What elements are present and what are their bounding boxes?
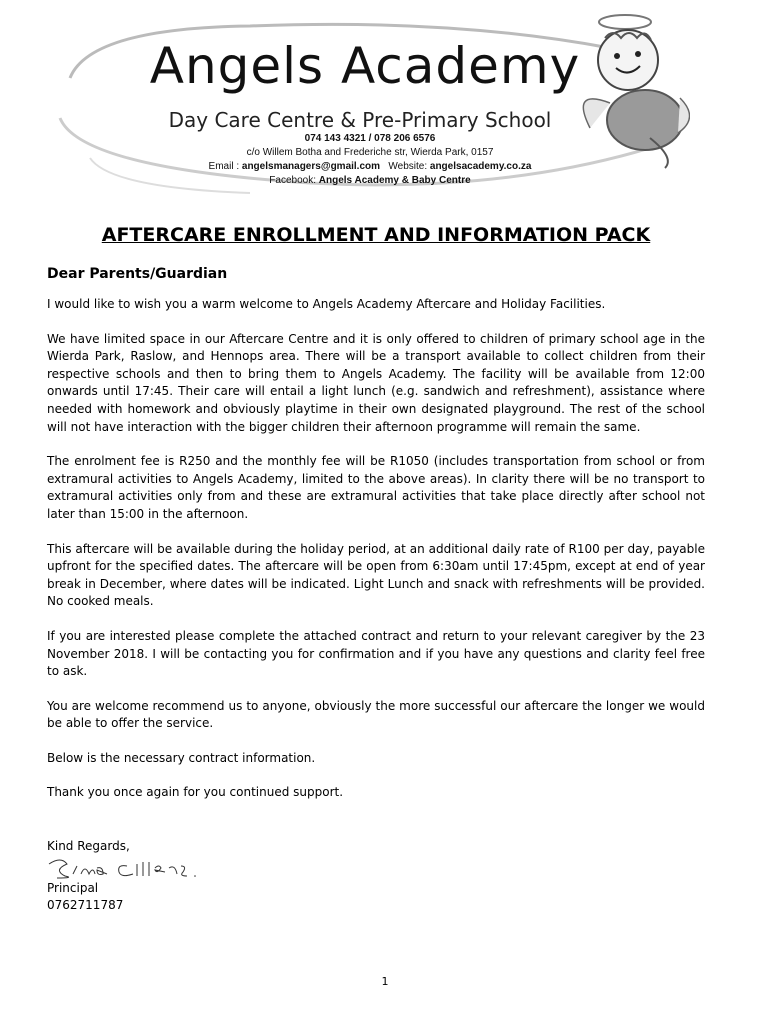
paragraph-fees: The enrolment fee is R250 and the monthly fee will be R1050 (includes transportation from school or from extramural activities to Angels Academy, limited to the above areas). In clarity there will be no transport to extramural activities only from and these are extramural activities that take place directly after school not later than 15:00 in the afternoon. xyxy=(47,454,705,521)
paragraph-contract-info: Below is the necessary contract information. xyxy=(47,750,316,765)
closing-block xyxy=(47,838,705,915)
academy-contact-line xyxy=(190,161,550,173)
paragraph-limited-space: We have limited space in our Aftercare Centre and it is only offered to children of primary school age in the Wierda Park, Raslow, and Hennops area. There will be a transport available to collect children from their respective schools and then to bring them to Angels Academy. The facility will be available from 12:00 onwards until 17:45. Their care will entail a light lunch (e.g. sandwich and refreshment), assistance where needed with homework and obviously playtime in their own designated playground. The rest of the school will not have interaction with the bigger children their afternoon programme will remain the same. xyxy=(47,331,705,434)
academy-website: angelsacademy.co.za xyxy=(429,161,532,172)
paragraph-recommend: You are welcome recommend us to anyone, obviously the more successful our aftercare the longer we would be able to offer the service. xyxy=(47,698,705,731)
document-title: AFTERCARE ENROLLMENT AND INFORMATION PACK xyxy=(101,224,651,246)
academy-phone-line xyxy=(190,133,550,145)
email-label: Email : xyxy=(208,161,240,172)
academy-name: Angels Academy xyxy=(149,37,581,95)
paragraph-thanks: Thank you once again for you continued support. xyxy=(47,785,344,800)
angel-mascot-icon xyxy=(583,15,689,168)
academy-facebook-line xyxy=(190,175,550,187)
signature xyxy=(47,858,227,880)
website-label: Website: xyxy=(388,161,428,172)
academy-phone: 074 143 4321 / 078 206 6576 xyxy=(304,133,436,144)
academy-facebook: Angels Academy & Baby Centre xyxy=(318,175,471,186)
academy-address: c/o Willem Botha and Frederiche str, Wierda Park, 0157 xyxy=(246,147,494,158)
salutation: Dear Parents/Guardian xyxy=(47,266,228,282)
paragraph-welcome: I would like to wish you a warm welcome to Angels Academy Aftercare and Holiday Facilities. xyxy=(47,297,606,311)
paragraph-contract: If you are interested please complete the attached contract and return to your relevant caregiver by the 23 November 2018. I will be contacting you for confirmation and if you have any questions and clarity feel free to ask. xyxy=(47,628,705,679)
academy-subtitle: Day Care Centre & Pre-Primary School xyxy=(168,108,552,132)
closing-regards: Kind Regards, xyxy=(47,839,130,854)
letterhead xyxy=(50,8,690,198)
page-number: 1 xyxy=(381,975,389,988)
letter-body xyxy=(47,222,705,915)
signatory-role: Principal xyxy=(47,880,99,895)
facebook-label: Facebook: xyxy=(269,175,316,186)
paragraph-holiday: This aftercare will be available during the holiday period, at an additional daily rate of R100 per day, payable upfront for the specified dates. The aftercare will be open from 6:30am until 17:45pm, except at end of year break in December, where dates will be indicated. Light Lunch and snack with refreshments will be provided. No cooked meals. xyxy=(47,541,705,609)
academy-email: angelsmanagers@gmail.com xyxy=(241,161,381,172)
signatory-phone: 0762711787 xyxy=(47,898,124,913)
